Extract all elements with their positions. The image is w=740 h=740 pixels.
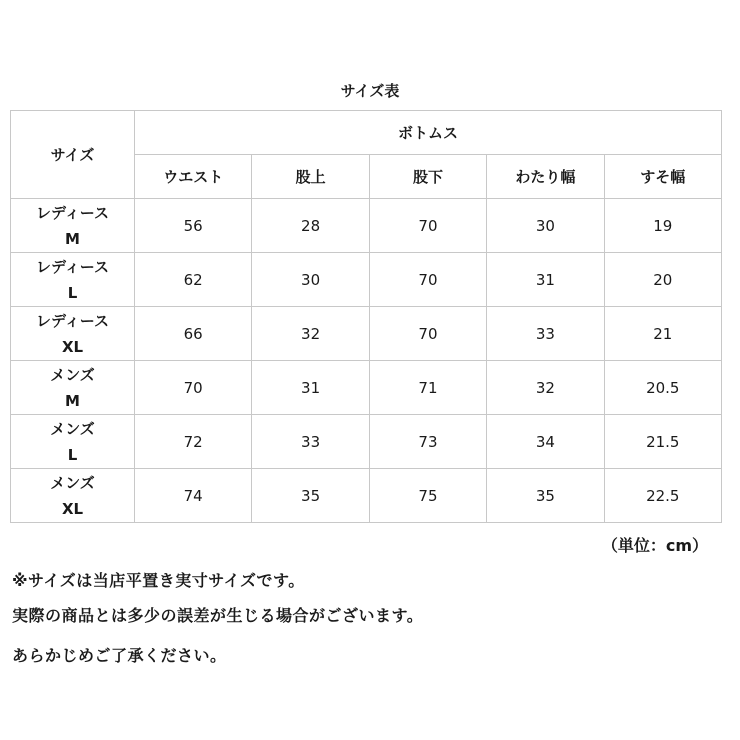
note-line: ※サイズは当店平置き実寸サイズです。 — [12, 571, 305, 590]
table-cell: 70 — [369, 199, 486, 253]
row-header — [11, 415, 135, 469]
note-line: 実際の商品とは多少の誤差が生じる場合がございます。 — [12, 606, 424, 625]
unit-note: （単位：cm） — [601, 536, 708, 555]
row-header — [11, 199, 135, 253]
row-size: XL — [61, 337, 84, 356]
row-size: L — [67, 283, 78, 302]
table-cell: 32 — [252, 307, 369, 361]
table-cell: 71 — [369, 361, 486, 415]
table-cell: 19 — [604, 199, 721, 253]
row-header — [11, 253, 135, 307]
column-header: すそ幅 — [604, 155, 721, 199]
table-cell: 21 — [604, 307, 721, 361]
table-cell: 30 — [252, 253, 369, 307]
table-caption: サイズ表 — [340, 82, 400, 100]
row-name: レディース — [35, 203, 110, 222]
table-row — [11, 253, 722, 307]
table-cell: 73 — [369, 415, 486, 469]
table-cell: 28 — [252, 199, 369, 253]
row-header — [11, 307, 135, 361]
table-row — [11, 469, 722, 523]
table-cell: 35 — [487, 469, 604, 523]
table-cell: 70 — [135, 361, 252, 415]
table-cell: 75 — [369, 469, 486, 523]
table-row — [11, 361, 722, 415]
table-cell: 35 — [252, 469, 369, 523]
table-cell: 22.5 — [604, 469, 721, 523]
row-name: メンズ — [50, 419, 95, 438]
note-line: あらかじめご了承ください。 — [12, 646, 227, 665]
table-row — [11, 415, 722, 469]
table-cell: 33 — [252, 415, 369, 469]
row-name: レディース — [35, 311, 110, 330]
column-header: ウエスト — [135, 155, 252, 199]
group-header: ボトムス — [135, 111, 722, 155]
row-size: L — [67, 445, 78, 464]
table-row — [11, 307, 722, 361]
table-cell: 56 — [135, 199, 252, 253]
table-cell: 66 — [135, 307, 252, 361]
row-name: レディース — [35, 257, 110, 276]
table-cell: 31 — [252, 361, 369, 415]
table-cell: 21.5 — [604, 415, 721, 469]
header-row-group — [11, 111, 722, 155]
column-header: 股下 — [369, 155, 486, 199]
table-cell: 20 — [604, 253, 721, 307]
table-cell: 70 — [369, 307, 486, 361]
table-cell: 33 — [487, 307, 604, 361]
corner-header: サイズ — [11, 111, 135, 199]
row-header — [11, 469, 135, 523]
table-cell: 74 — [135, 469, 252, 523]
row-size: XL — [61, 499, 84, 518]
table-cell: 20.5 — [604, 361, 721, 415]
table-cell: 70 — [369, 253, 486, 307]
row-size: M — [65, 229, 80, 248]
column-header: わたり幅 — [487, 155, 604, 199]
table-row — [11, 199, 722, 253]
row-name: メンズ — [50, 365, 95, 384]
size-table — [10, 110, 722, 523]
row-size: M — [65, 391, 80, 410]
row-name: メンズ — [50, 473, 95, 492]
table-cell: 72 — [135, 415, 252, 469]
row-header — [11, 361, 135, 415]
table-cell: 62 — [135, 253, 252, 307]
table-cell: 32 — [487, 361, 604, 415]
column-header: 股上 — [252, 155, 369, 199]
table-cell: 30 — [487, 199, 604, 253]
table-cell: 31 — [487, 253, 604, 307]
table-cell: 34 — [487, 415, 604, 469]
